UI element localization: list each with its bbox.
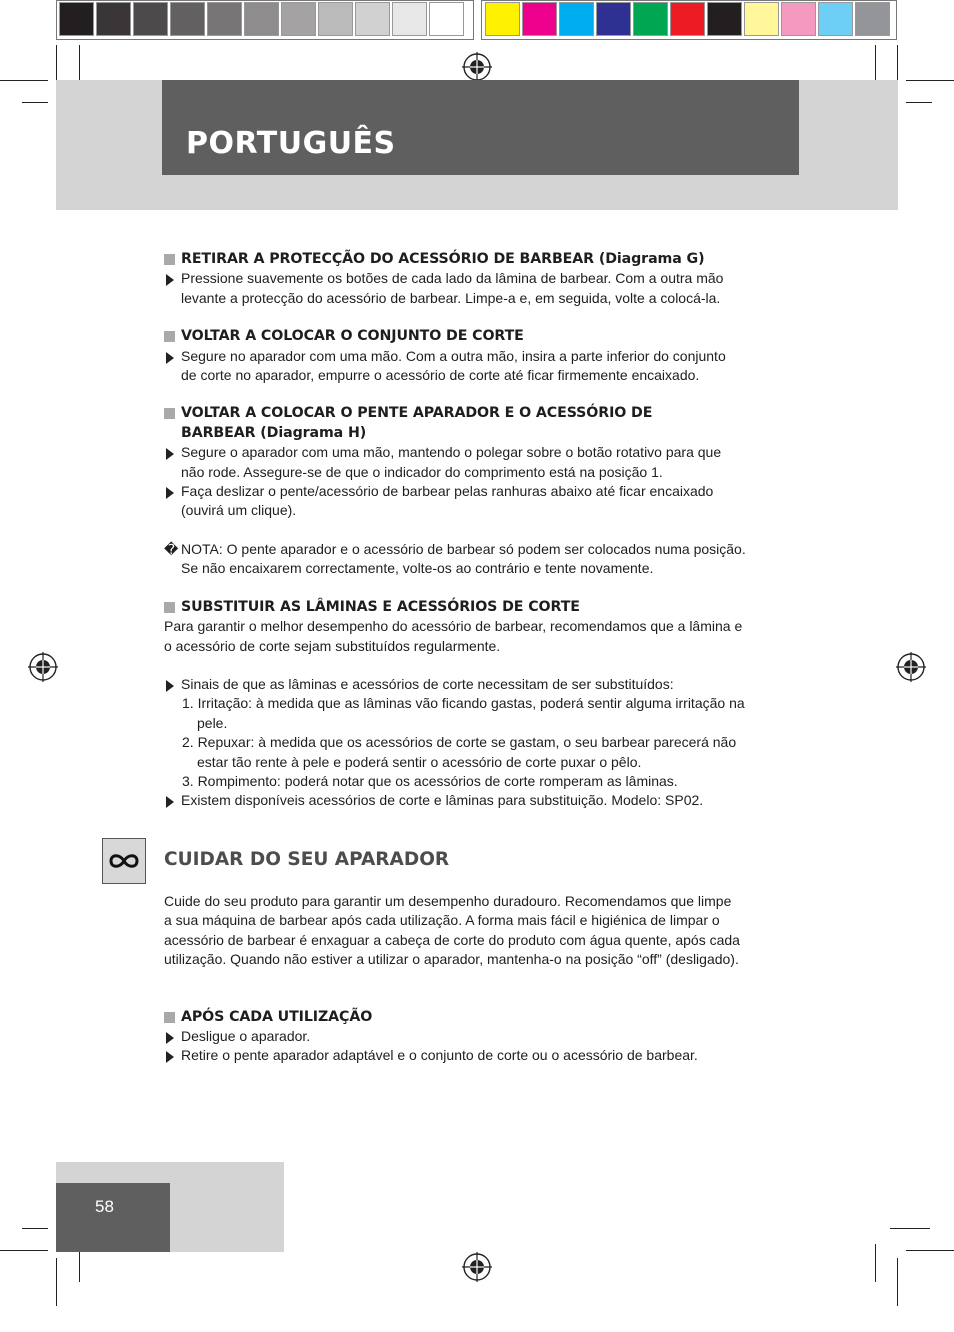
gray-swatch [429, 2, 464, 36]
square-bullet-icon [164, 408, 175, 419]
registration-mark-icon [28, 652, 58, 682]
triangle-bullet-icon [166, 352, 174, 364]
list-item: Faça deslizar o pente/acessório de barbear pelas ranhuras abaixo até ficar encaixado (ouvirá um clique). [164, 482, 804, 521]
list-item: Sinais de que as lâminas e acessórios de corte necessitam de ser substituídos: [164, 675, 804, 694]
triangle-bullet-icon [166, 487, 174, 499]
gray-swatch [170, 2, 205, 36]
crop-mark [0, 80, 48, 81]
numbered-item: 1. Irritação: à medida que as lâminas vão ficando gastas, poderá sentir alguma irritação na pele. [182, 695, 745, 731]
list-item: Segure o aparador com uma mão, mantendo o polegar sobre o botão rotativo para que não rode. Assegure-se de que o indicador do comprimento está na posição 1. [164, 443, 804, 482]
gray-swatch [207, 2, 242, 36]
crop-mark [22, 1228, 48, 1229]
crop-mark [56, 45, 57, 83]
gray-swatch [96, 2, 131, 36]
registration-mark-icon [462, 52, 492, 82]
page-title: PORTUGUÊS [186, 126, 396, 161]
section-heading: APÓS CADA UTILIZAÇÃO [164, 1008, 804, 1027]
note: � NOTA: O pente aparador e o acessório de barbear só podem ser colocados numa posição. Se não encaixarem correctamente, volte-os ao contrário e tente novamente. [164, 540, 746, 577]
numbered-item: 3. Rompimento: poderá notar que os acessórios de corte romperam as lâminas. [182, 772, 678, 789]
section-heading: RETIRAR A PROTECÇÃO DO ACESSÓRIO DE BARBEAR (Diagrama G) [164, 250, 804, 269]
color-swatch [522, 2, 557, 36]
color-swatch [670, 2, 705, 36]
gray-swatch [318, 2, 353, 36]
paragraph: Para garantir o melhor desempenho do acessório de barbear, recomendamos que a lâmina e o acessório de corte sejam substituídos regularmente. [164, 618, 743, 654]
main-content [164, 250, 804, 811]
page-number: 58 [95, 1197, 114, 1216]
gray-swatch [133, 2, 168, 36]
list-item: Segure no aparador com uma mão. Com a outra mão, insira a parte inferior do conjunto de corte no aparador, empurre o acessório de corte até ficar firmemente encaixado. [164, 347, 804, 386]
section-heading: VOLTAR A COLOCAR O PENTE APARADOR E O ACESSÓRIO DE BARBEAR (Diagrama H) [164, 404, 804, 443]
color-swatch [485, 2, 520, 36]
list-item: Desligue o aparador. [164, 1027, 804, 1046]
infinity-icon [102, 838, 146, 884]
section-heading: SUBSTITUIR AS LÂMINAS E ACESSÓRIOS DE CORTE [164, 598, 804, 617]
color-swatch [633, 2, 668, 36]
crop-mark [22, 102, 48, 103]
gray-swatch [281, 2, 316, 36]
color-swatch [596, 2, 631, 36]
gray-calibration-bar [59, 2, 466, 38]
list-item: Retire o pente aparador adaptável e o conjunto de corte ou o acessório de barbear. [164, 1046, 804, 1065]
crop-mark [875, 45, 876, 83]
crop-mark [0, 1250, 48, 1251]
list-item: Pressione suavemente os botões de cada lado da lâmina de barbear. Com a outra mão levante a protecção do acessório de barbear. Limpe-a e, em seguida, volte a colocá-la. [164, 269, 804, 308]
color-swatch [855, 2, 890, 36]
color-swatch [818, 2, 853, 36]
square-bullet-icon [164, 254, 175, 265]
gray-swatch [355, 2, 390, 36]
color-swatch [744, 2, 779, 36]
infinity-symbol-icon [107, 851, 141, 871]
color-swatch [707, 2, 742, 36]
square-bullet-icon [164, 1012, 175, 1023]
crop-mark [875, 1244, 876, 1282]
triangle-bullet-icon [166, 274, 174, 286]
section-title: CUIDAR DO SEU APARADOR [164, 849, 450, 870]
warning-icon: � [164, 540, 179, 557]
crop-mark [906, 1250, 954, 1251]
gray-swatch [59, 2, 94, 36]
crop-mark [79, 45, 80, 83]
triangle-bullet-icon [166, 680, 174, 692]
care-content [164, 892, 804, 1066]
gray-swatch [392, 2, 427, 36]
triangle-bullet-icon [166, 448, 174, 460]
triangle-bullet-icon [166, 1051, 174, 1063]
square-bullet-icon [164, 602, 175, 613]
section-heading: VOLTAR A COLOCAR O CONJUNTO DE CORTE [164, 327, 804, 346]
crop-mark [56, 1258, 57, 1306]
registration-mark-icon [896, 652, 926, 682]
crop-mark [906, 102, 932, 103]
crop-mark [897, 45, 898, 83]
triangle-bullet-icon [166, 1032, 174, 1044]
crop-mark [890, 1228, 930, 1229]
color-swatch [781, 2, 816, 36]
crop-mark [897, 1258, 898, 1306]
triangle-bullet-icon [166, 796, 174, 808]
page-number-box [56, 1183, 170, 1252]
registration-mark-icon [462, 1252, 492, 1282]
gray-swatch [244, 2, 279, 36]
crop-mark [906, 80, 954, 81]
color-swatch [559, 2, 594, 36]
list-item: Existem disponíveis acessórios de corte e lâminas para substituição. Modelo: SP02. [164, 791, 804, 810]
square-bullet-icon [164, 331, 175, 342]
paragraph: Cuide do seu produto para garantir um desempenho duradouro. Recomendamos que limpe a sua máquina de barbear após cada utilização. A forma mais fácil e higiénica de limpar o acessório de barbear é enxaguar a cabeça de corte do produto com água quente, após cada utilização. Quando não estiver a utilizar o aparador, mantenha-o na posição “off” (desligado). [164, 893, 740, 968]
color-calibration-bar [485, 2, 892, 38]
numbered-item: 2. Repuxar: à medida que os acessórios de corte se gastam, o seu barbear parecerá não estar tão rente à pele e poderá sentir o acessório de corte puxar o pêlo. [182, 734, 737, 770]
